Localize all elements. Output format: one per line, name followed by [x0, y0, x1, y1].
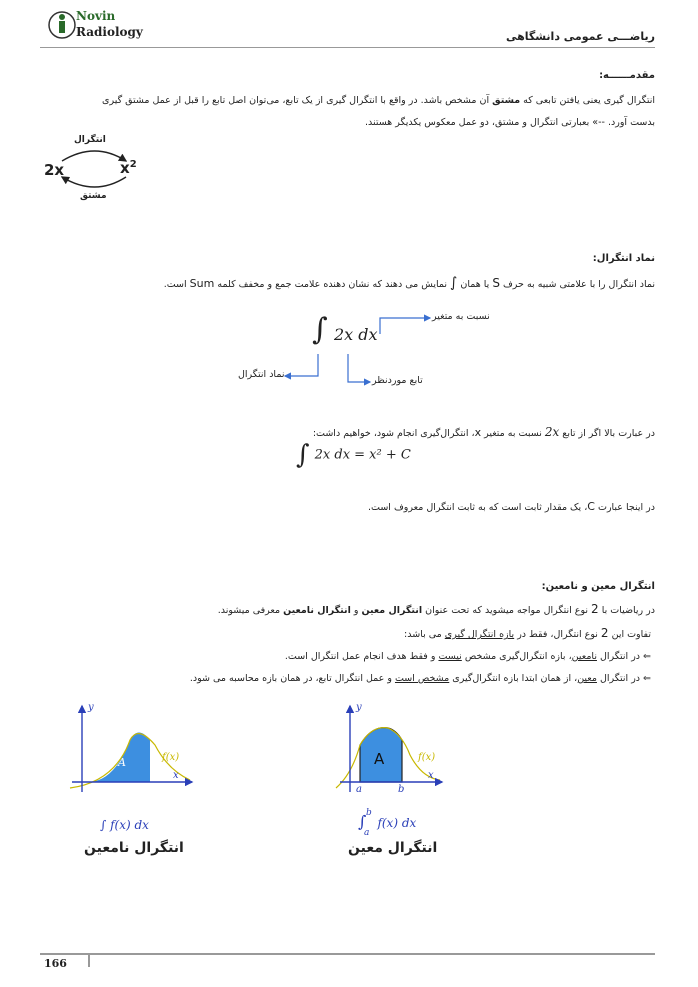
logo-figure-icon [48, 9, 76, 43]
equation-integral-sign: ∫ [296, 440, 310, 470]
footer-tick [88, 953, 90, 967]
example-equation [296, 440, 411, 476]
diagram-top-label: انتگرال [74, 135, 106, 145]
arrow-icon: ⇐ [643, 651, 651, 662]
indefinite-area-icon [60, 700, 210, 800]
indef-x-label: x [173, 770, 179, 781]
logo-line2: Radiology [76, 25, 143, 39]
indef-func-label: f(x) [162, 752, 180, 763]
notation-formula: 2x dx [334, 325, 378, 344]
indefinite-caption: انتگرال نامعین [84, 840, 184, 856]
def-integral-sign: ∫ [358, 812, 367, 831]
definite-area-icon [330, 700, 480, 800]
logo-line1: Novin [76, 9, 116, 23]
def-y-label: y [356, 702, 362, 713]
notation-heading: نماد انتگرال: [592, 253, 655, 264]
course-title: ریاضـــی عمومی دانشگاهی [505, 30, 655, 43]
types-paragraph: در ریاضیات با 2 نوع انتگرال مواجه میشوید که تحت عنوان انتگرال معین و انتگرال نامعین معرفی میشوند. تفاوت این 2 نوع انتگرال، فقط در بازه انتگرال گیری می باشد: ⇐ در انتگرال نامعین، بازه انتگرال‌گیری مشخص نیست و فقط هدف انجام عمل انتگرال است. ⇐ در انتگرال معین، از همان ابتدا بازه انتگرال‌گیری مشخص است و عمل انتگرال تابع، در همان بازه محاسبه می شود. [189, 602, 655, 684]
indef-y-label: y [88, 702, 94, 713]
diagram-right: $x^2$ [120, 159, 137, 177]
intro-paragraph: انتگرال گیری یعنی یافتن تابعی که مشتق آن مشخص باشد. در واقع با انتگرال گیری از یک تابع، می‌توان اصل تابع را قبل از عمل مشتق گیری بدست آورد. --» بعبارتی انتگرال و مشتق، دو عمل معکوس یکدیگر هستند. [102, 95, 655, 128]
label-integral-symbol: نماد انتگرال [238, 369, 285, 380]
constant-sentence: در اینجا عبارت C، یک مقدار ثابت است که به ثابت انتگرال معروف است. [367, 500, 655, 513]
def-func-label: f(x) [418, 752, 436, 763]
def-formula-body: f(x) dx [377, 816, 417, 830]
intro-heading: مقدمــــــه: [599, 70, 655, 81]
header-rule [40, 47, 655, 48]
def-upper-limit: b [366, 808, 372, 818]
page-number: 166 [44, 957, 67, 970]
equation-text: 2x dx = x² + C [314, 447, 411, 463]
integral-derivative-diagram [40, 135, 150, 205]
diagram-bottom-label: مشتق [80, 191, 107, 201]
notation-paragraph: نماد انتگرال را با علامتی شبیه به حرف S یا همان ∫ نمایش می دهند که نشان دهنده علامت جمع و مخفف کلمه Sum است. [163, 275, 655, 291]
def-a-label: a [356, 784, 362, 795]
indef-area-label: A [118, 756, 126, 769]
footer-rule [40, 953, 655, 955]
notation-integral-sign: ∫ [312, 312, 328, 347]
indefinite-formula: ∫ f(x) dx [100, 818, 149, 832]
label-function: تابع موردنظر [372, 375, 423, 386]
indefinite-graph [60, 700, 210, 800]
definite-caption: انتگرال معین [348, 840, 438, 856]
definite-formula [358, 808, 417, 840]
logo [48, 9, 148, 45]
label-variable: نسبت به متغیر [432, 311, 490, 322]
types-heading: انتگرال معین و نامعین: [541, 581, 655, 592]
diagram-left: 2x [44, 161, 65, 179]
def-lower-limit: a [364, 828, 370, 838]
def-area-label: A [374, 750, 385, 768]
def-x-label: x [428, 770, 434, 781]
definite-graph [330, 700, 480, 800]
example-sentence: در عبارت بالا اگر از تابع 2x نسبت به متغیر x، انتگرال‌گیری انجام شود، خواهیم داشت: [312, 425, 655, 439]
notation-diagram [220, 302, 520, 397]
arrow-icon: ⇐ [643, 673, 651, 684]
def-b-label: b [398, 784, 405, 795]
